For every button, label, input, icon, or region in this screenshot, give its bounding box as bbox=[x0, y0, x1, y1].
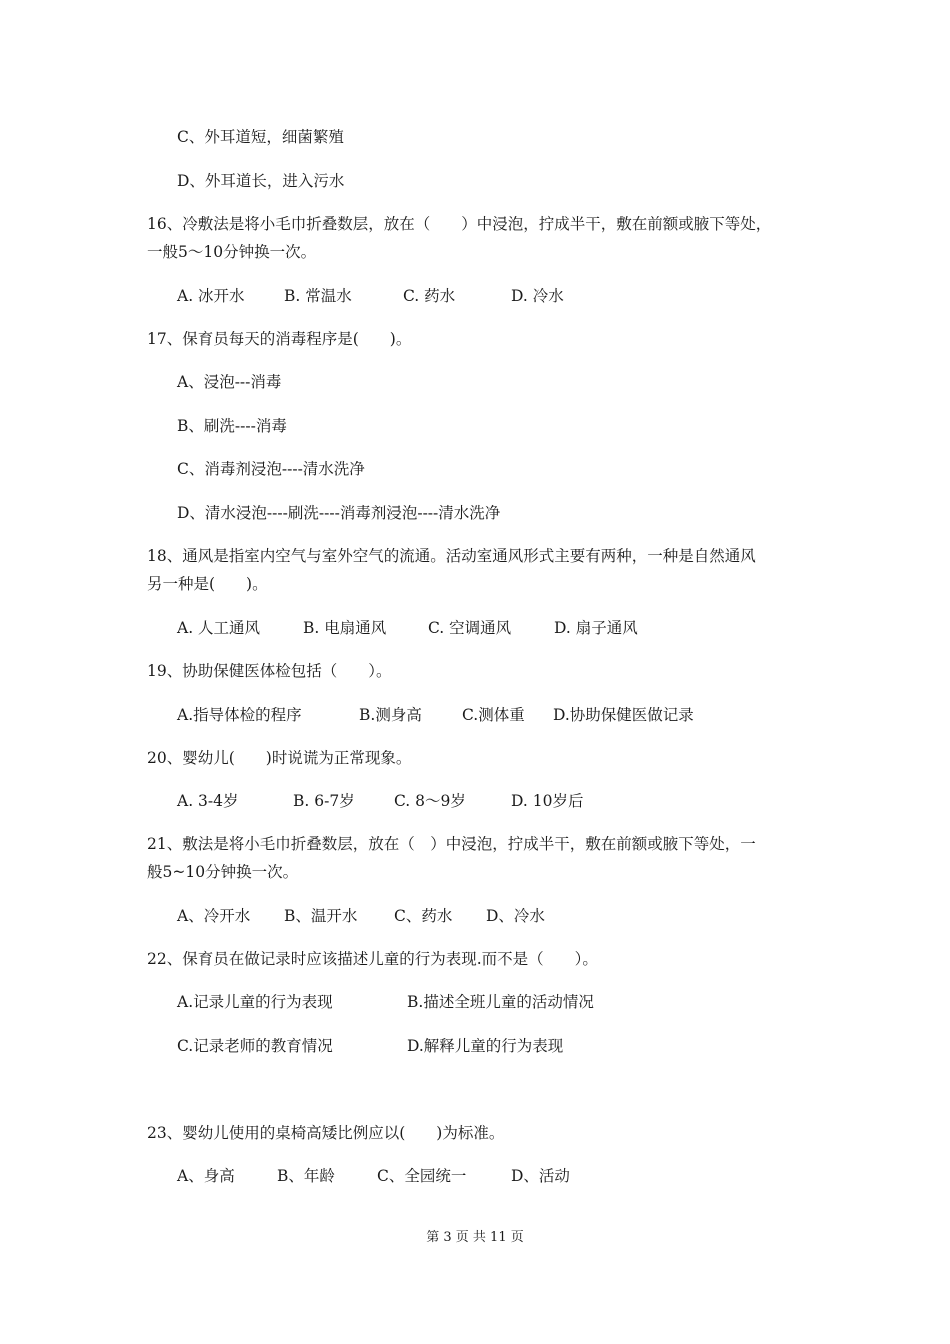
q19-option-a: A.指导体检的程序 bbox=[177, 706, 302, 724]
q23-option-d: D、活动 bbox=[511, 1167, 570, 1185]
q16-option-b: B. 常温水 bbox=[284, 287, 352, 305]
q16-option-a: A. 冰开水 bbox=[177, 287, 245, 305]
q19-option-d: D.协助保健医做记录 bbox=[553, 706, 694, 724]
q20-option-c: C. 8～9岁 bbox=[394, 792, 466, 810]
q23-option-b: B、年龄 bbox=[277, 1167, 335, 1185]
q23-option-a: A、身高 bbox=[177, 1167, 235, 1185]
q21-option-b: B、温开水 bbox=[284, 907, 358, 925]
q22-option-a: A.记录儿童的行为表现 bbox=[177, 993, 333, 1011]
q17-option-c: C、消毒剂浸泡----清水洗净 bbox=[177, 460, 365, 478]
q19-stem: 19、协助保健医体检包括（ ）。 bbox=[147, 662, 392, 680]
page-number-footer: 第 3 页 共 11 页 bbox=[426, 1230, 524, 1245]
q20-option-b: B. 6-7岁 bbox=[293, 792, 355, 810]
q21-option-c: C、药水 bbox=[394, 907, 453, 925]
q17-option-d: D、清水浸泡----刷洗----消毒剂浸泡----清水洗净 bbox=[177, 504, 501, 522]
q21-stem-line2: 般5~10分钟换一次。 bbox=[147, 863, 299, 881]
q20-stem: 20、婴幼儿( )时说谎为正常现象。 bbox=[147, 749, 412, 767]
q18-option-a: A. 人工通风 bbox=[177, 619, 261, 637]
q15-option-d: D、外耳道长，进入污水 bbox=[177, 172, 345, 190]
q16-option-c: C. 药水 bbox=[403, 287, 456, 305]
q19-option-c: C.测体重 bbox=[462, 706, 525, 724]
q22-stem: 22、保育员在做记录时应该描述儿童的行为表现.而不是（ ）。 bbox=[147, 950, 598, 968]
q18-stem-line2: 另一种是( )。 bbox=[147, 575, 268, 593]
q18-option-c: C. 空调通风 bbox=[428, 619, 512, 637]
q18-stem-line1: 18、通风是指室内空气与室外空气的流通。活动室通风形式主要有两种，一种是自然通风 bbox=[147, 547, 756, 565]
q22-option-b: B.描述全班儿童的活动情况 bbox=[407, 993, 594, 1011]
q16-option-d: D. 冷水 bbox=[511, 287, 564, 305]
q21-stem-line1: 21、敷法是将小毛巾折叠数层，放在（ ）中浸泡，拧成半干，敷在前额或腋下等处，一 bbox=[147, 835, 756, 853]
q20-option-a: A. 3-4岁 bbox=[177, 792, 239, 810]
q17-option-b: B、刷洗----消毒 bbox=[177, 417, 287, 435]
q15-option-c: C、外耳道短，细菌繁殖 bbox=[177, 128, 344, 146]
q16-stem-line2: 一般5～10分钟换一次。 bbox=[147, 243, 317, 261]
q22-option-d: D.解释儿童的行为表现 bbox=[407, 1037, 564, 1055]
q20-option-d: D. 10岁后 bbox=[511, 792, 584, 810]
q18-option-b: B. 电扇通风 bbox=[303, 619, 387, 637]
q21-option-d: D、冷水 bbox=[486, 907, 545, 925]
q22-option-c: C.记录老师的教育情况 bbox=[177, 1037, 333, 1055]
q16-stem-line1: 16、冷敷法是将小毛巾折叠数层，放在（ ）中浸泡，拧成半干，敷在前额或腋下等处， bbox=[147, 215, 772, 233]
q17-stem: 17、保育员每天的消毒程序是( )。 bbox=[147, 330, 412, 348]
q18-option-d: D. 扇子通风 bbox=[554, 619, 638, 637]
q23-stem: 23、婴幼儿使用的桌椅高矮比例应以( )为标准。 bbox=[147, 1124, 505, 1142]
q17-option-a: A、浸泡---消毒 bbox=[177, 373, 282, 391]
q23-option-c: C、全园统一 bbox=[377, 1167, 467, 1185]
q21-option-a: A、冷开水 bbox=[177, 907, 251, 925]
q19-option-b: B.测身高 bbox=[359, 706, 422, 724]
